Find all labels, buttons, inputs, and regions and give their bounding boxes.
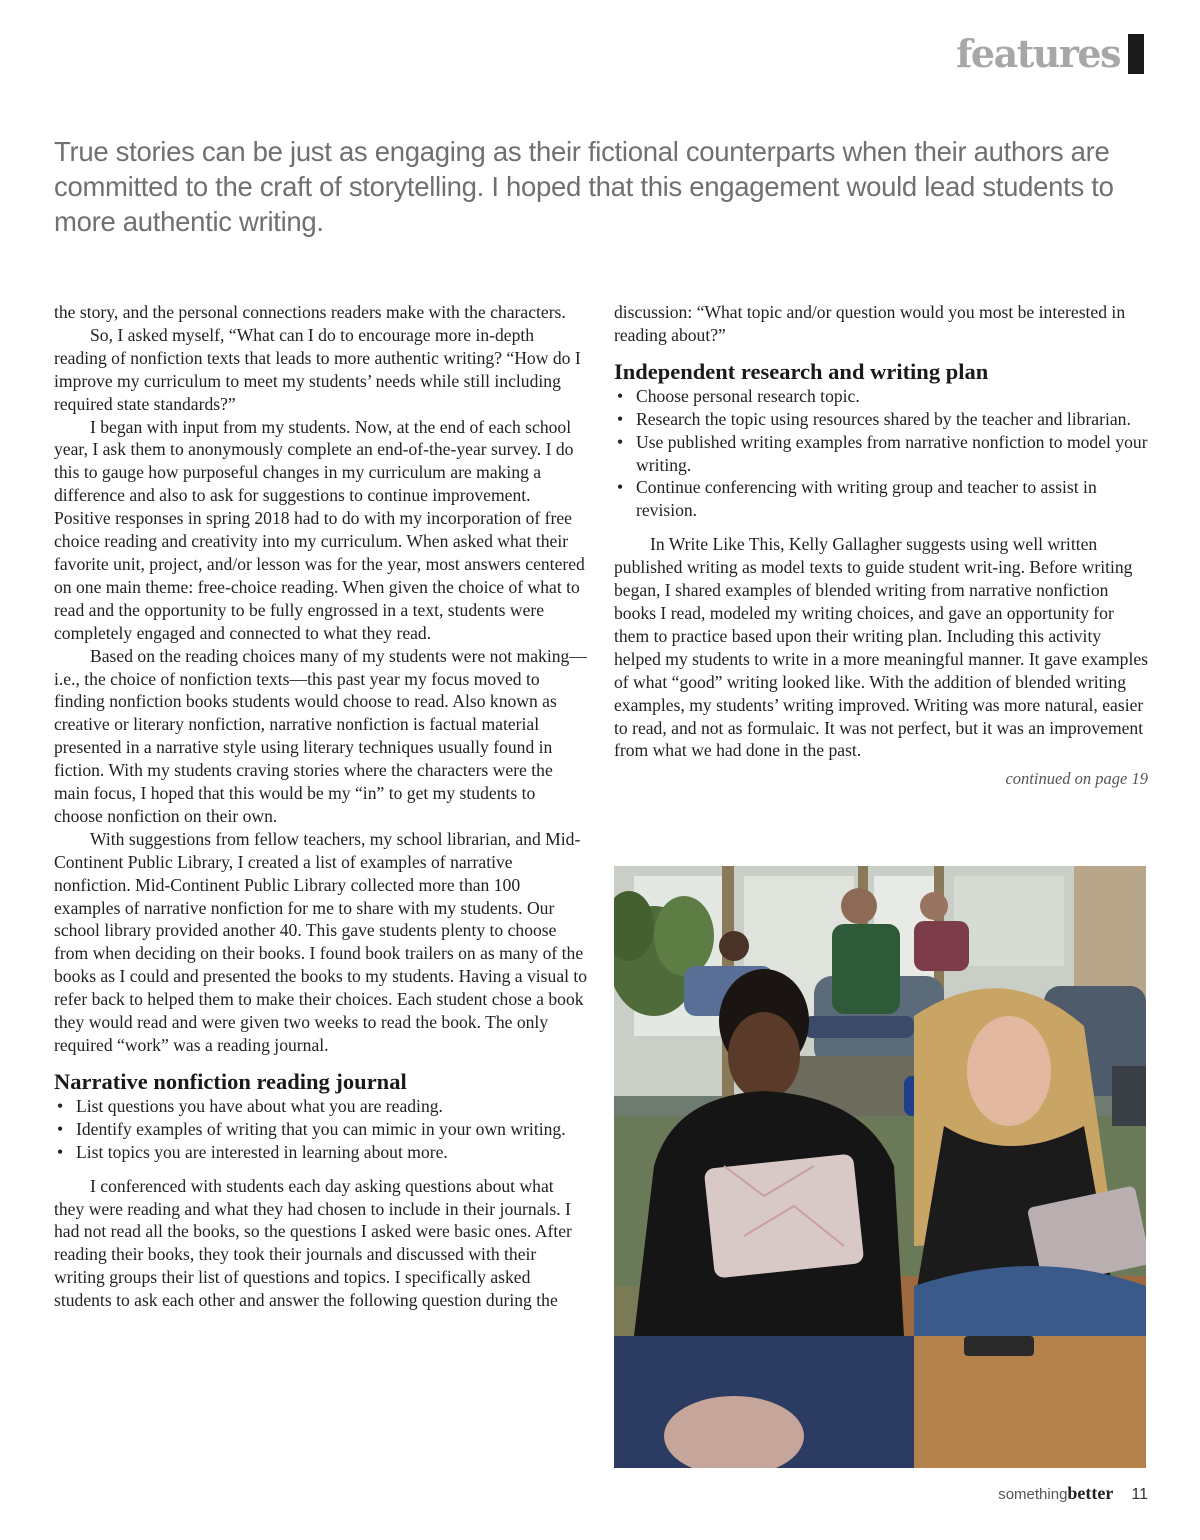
paragraph: discussion: “What topic and/or question would you most be interested in reading about?” [614,302,1126,345]
article-photo [614,866,1146,1468]
section-heading: Independent research and writing plan [614,358,989,384]
list-item: • Use published writing examples from narrative nonfiction to model your writing. [614,431,1148,477]
section-tag: features [956,31,1120,76]
paragraph: In Write Like This, Kelly Gallagher suggests using well written published writing as model texts to guide student writ-ing. Before writing began, I shared examples of blended writing from narrative nonfiction books I read, modeled my writing choices, and gave an opportunity for them to practice based upon their writing plan. Including this activity helped my students to write in a more meaningful manner. It gave examples of what “good” writing looked like. With the addition of blended writing examples, my students’ writing improved. Writing was more natural, easier to read, and not as formulaic. It was not perfect, but it was an improvement from what we had done in the past. [614,534,1149,761]
list-item: • List questions you have about what you are reading. [54,1095,588,1118]
publication-name-part1: something [998,1486,1068,1503]
paragraph: I conferenced with students each day asking questions about what they were reading and what they had chosen to include in their journals. I had not read all the books, so the questions I asked were basic ones. After reading their books, they took their journals and discussed with their writing groups their list of questions and topics. I specifically asked students to ask each other and answer the following question during the [54,1175,572,1311]
list-item: • Choose personal research topic. [614,385,1148,408]
left-column [54,301,588,1312]
page-footer [998,1483,1148,1504]
paragraph: So, I asked myself, “What can I do to encourage more in-depth reading of nonfiction texts that leads to more authentic writing? “How do I improve my curriculum to meet my students’ needs while still including required state standards?” [54,324,581,414]
publication-name-part2: better [1067,1483,1114,1503]
paragraph: I began with input from my students. Now, at the end of each school year, I ask them to anonymously complete an end-of-the-year survey. I do this to gauge how purposeful changes in my curriculum are making a difference and also to ask for suggestions to continue improvement. Positive responses in spring 2018 had to do with my incorporation of free choice reading and creativity into my curriculum. When asked what their favorite unit, project, and/or lesson was for the year, most answers centered on one main theme: free-choice reading. When given the choice of what to read and the opportunity to be fully engrossed in a text, students were completely engaged and connected to what they read. [54,416,585,643]
list-item: • Identify examples of writing that you can mimic in your own writing. [54,1118,588,1141]
continued-note: continued on page 19 [1005,769,1148,789]
right-column [614,301,1148,791]
section-tag-bar [1128,34,1144,74]
paragraph: the story, and the personal connections readers make with the characters. [54,302,566,322]
paragraph: Based on the reading choices many of my students were not making—i.e., the choice of nonfiction texts—this past year my focus moved to finding nonfiction books students would choose to read. Also known as creative or literary nonfiction, narrative nonfiction is factual material presented in a narrative style using literary techniques usually found in fiction. With my students craving stories where the characters were the main focus, I hoped that this would be my “in” to get my students to choose nonfiction on their own. [54,645,587,826]
bullet-list [614,385,1148,522]
pull-quote: True stories can be just as engaging as their fictional counterparts when their authors are committed to the craft of storytelling. I hoped that this engagement would lead students to more authentic writing. [54,136,1114,237]
page-number: 11 [1131,1486,1148,1503]
list-item: • Continue conferencing with writing group and teacher to assist in revision. [614,476,1148,522]
list-item: • List topics you are interested in learning about more. [54,1141,588,1164]
paragraph: With suggestions from fellow teachers, my school librarian, and Mid-Continent Public Library, I created a list of examples of narrative nonfiction. Mid-Continent Public Library collected more than 100 examples of narrative nonfiction for me to share with my students. Our school library provided another 40. This gave students plenty to choose from when deciding on their books. I found book trailers on as many of the books as I could and presented the books to my students. Having a visual to refer back to helped them to make their choices. Each student chose a book they would read and were given two weeks to read the book. The only required “work” was a reading journal. [54,828,588,1055]
bullet-list [54,1095,588,1164]
list-item: • Research the topic using resources shared by the teacher and librarian. [614,408,1148,431]
section-header [956,31,1144,76]
photo-illustration [614,866,1146,1468]
section-heading: Narrative nonfiction reading journal [54,1068,407,1094]
